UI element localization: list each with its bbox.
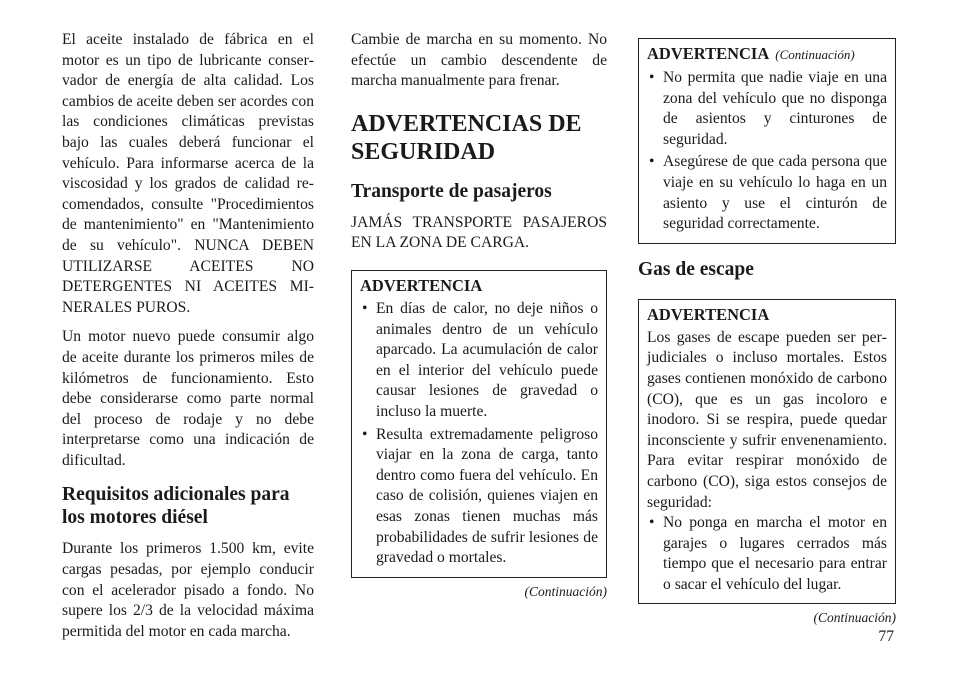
paragraph-factory-oil: El aceite instalado de fábrica en el motor es un tipo de lubricante conservador de energía de alta calidad. Los cambios de aceite deben ser acordes con las condiciones climáticas previstas bajo las cuales deberá funcionar el vehículo. Para informarse acerca de la viscosidad y los grados de calidad recomendados, consulte "Procedimientos de mantenimiento" en "Mantenimiento de su vehículo". NUNCA DEBEN UTILIZARSE ACEITES NO DETERGENTES NI ACEITES MINERALES PUROS. [62,31,314,316]
warning-item-cargo-area: • Resulta extremadamente peligroso viajar en la zona de carga, tanto dentro como fuera del vehículo. En caso de colisión, quienes viajen en esas zonas tienen muchas más probabilidades de sufrir lesiones de gravedad o mortales. [360,425,598,569]
paragraph-gear-change: Cambie de marcha en su momento. No efectúe un cambio descendente de marcha manualmente para frenar. [351,31,607,90]
warning-item-garage: • No ponga en marcha el motor en garajes o lugares cerrados más tiempo que el necesario para entrar o sacar el vehículo del lugar. [647,513,887,595]
section-title-safety: ADVERTENCIAS DE SEGURIDAD [351,110,582,165]
warning-title: ADVERTENCIA [647,304,770,324]
warning-title: ADVERTENCIA [647,44,770,63]
heading-exhaust-gas: Gas de escape [638,258,754,280]
heading-passenger-transport: Transporte de pasajeros [351,180,552,202]
continued-label: (Continuación) [524,583,607,599]
warning-list [647,513,887,595]
warning-item-heat: • En días de calor, no deje niños o animales dentro de un vehículo aparcado. La acumulación de calor en el interior del vehículo puede causar lesiones de gravedad o incluso la muerte. [360,299,598,423]
paragraph-new-engine-oil: Un motor nuevo puede consumir algo de aceite durante los primeros miles de kilómetros de funcionamiento. Esto debe considerarse como parte normal del proceso de rodaje y no debe interpretarse como una indicación de dificultad. [62,328,314,469]
continued-label: (Continuación) [813,610,896,626]
warning-text-exhaust: Los gases de escape pueden ser perjudiciales o incluso mortales. Estos gases contienen monóxido de carbono (CO), que es un gas incoloro e inodoro. Si se respira, puede quedar inconsciente y sufrir envenenamiento. Para evitar respirar monóxido de carbono (CO), siga estos consejos de seguridad: [647,328,887,511]
warning-continued-title [647,43,887,65]
column-right [638,30,896,626]
warning-title: ADVERTENCIA [360,275,483,295]
warning-item-no-seat: • No permita que nadie viaje en una zona del vehículo que no disponga de asientos y cinturones de seguridad. [647,68,887,150]
warning-title-suffix: (Continuación) [775,47,855,62]
warning-list [647,68,887,235]
page-number: 77 [878,628,894,645]
warning-box-exhaust [638,299,896,605]
column-left [62,30,314,651]
heading-diesel-requirements: Requisitos adicionales para los motores diésel [62,484,290,529]
warning-item-seatbelt: • Asegúrese de que cada persona que viaje en su vehículo lo haga en un asiento y use el cinturón de seguridad correctamente. [647,152,887,234]
warning-list [360,299,598,569]
warning-box-passengers [351,270,607,578]
column-middle [351,30,607,600]
paragraph-no-cargo-passengers: JAMÁS TRANSPORTE PASAJEROS EN LA ZONA DE CARGA. [351,213,607,252]
warning-box-continued [638,38,896,244]
paragraph-diesel-break-in: Durante los primeros 1.500 km, evite cargas pesadas, por ejemplo conducir con el acelerador pisado a fondo. No supere los 2/3 de la velocidad máxima permitida del motor en cada marcha. [62,540,314,640]
